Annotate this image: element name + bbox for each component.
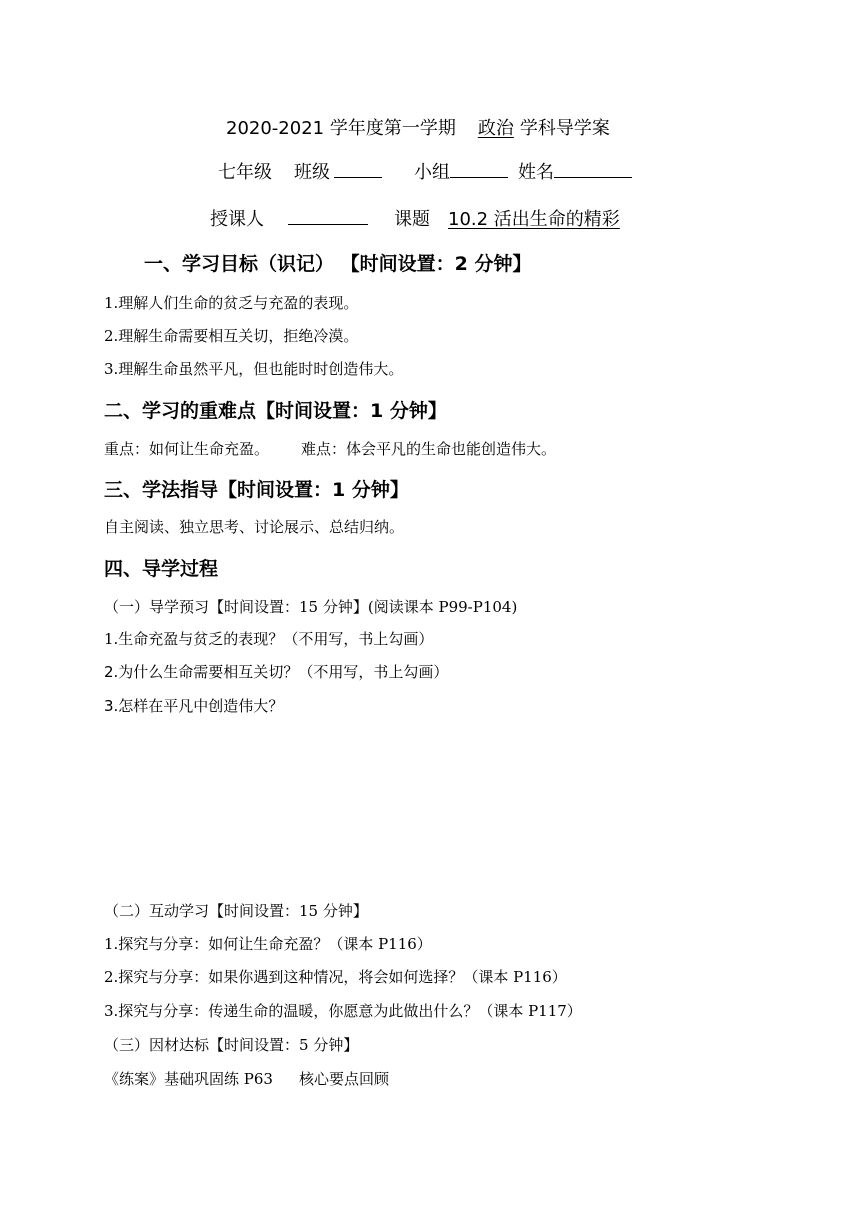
topic-title: 10.2 活出生命的精彩 xyxy=(448,209,620,230)
group-label: 小组 xyxy=(414,162,450,183)
group-blank[interactable] xyxy=(450,159,508,178)
method-heading: 三、学法指导【时间设置：1 分钟】 xyxy=(104,479,409,501)
preview-item: 1.生命充盈与贫乏的表现？（不用写，书上勾画） xyxy=(104,630,434,648)
class-blank[interactable] xyxy=(334,159,382,178)
teacher-label: 授课人 xyxy=(210,209,264,230)
preview-item: 2.为什么生命需要相互关切？（不用写，书上勾画） xyxy=(104,663,449,681)
interactive-item: 3.探究与分享：传递生命的温暖，你愿意为此做出什么？（课本 P117） xyxy=(104,1002,582,1020)
process-heading: 四、导学过程 xyxy=(104,558,219,580)
title-prefix: 2020-2021 学年度第一学期 xyxy=(226,118,456,139)
interactive-title: （二）互动学习【时间设置：15 分钟】 xyxy=(104,902,368,920)
practice-text: 《练案》基础巩固练 P63 xyxy=(104,1070,273,1088)
method-text: 自主阅读、独立思考、讨论展示、总结归纳。 xyxy=(104,518,405,536)
name-label: 姓名 xyxy=(518,162,554,183)
interactive-item: 2.探究与分享：如果你遇到这种情况，将会如何选择？（课本 P116） xyxy=(104,968,567,986)
difficulty-text: 难点：体会平凡的生命也能创造伟大。 xyxy=(301,440,557,458)
review-text: 核心要点回顾 xyxy=(298,1070,389,1088)
title-suffix: 学科导学案 xyxy=(519,118,610,139)
objective-item: 2.理解生命需要相互关切，拒绝冷漠。 xyxy=(104,327,359,345)
assessment-line xyxy=(104,1068,389,1089)
objectives-heading: 一、学习目标（识记） 【时间设置：2 分钟】 xyxy=(144,253,532,275)
interactive-item: 1.探究与分享：如何让生命充盈？（课本 P116） xyxy=(104,935,432,953)
objective-item: 3.理解生命虽然平凡，但也能时时创造伟大。 xyxy=(104,360,404,378)
worksheet-title xyxy=(226,114,610,140)
student-info-line xyxy=(218,158,636,184)
name-blank[interactable] xyxy=(554,159,632,178)
preview-item: 3.怎样在平凡中创造伟大？ xyxy=(104,697,284,715)
preview-title: （一）导学预习【时间设置：15 分钟】(阅读课本 P99-P104) xyxy=(104,598,518,616)
assessment-title: （三）因材达标【时间设置：5 分钟】 xyxy=(104,1036,359,1054)
class-label: 班级 xyxy=(294,162,330,183)
topic-label: 课题 xyxy=(394,209,430,230)
teacher-blank[interactable] xyxy=(288,206,368,225)
subject-name: 政治 xyxy=(477,118,514,139)
objective-item: 1.理解人们生命的贫乏与充盈的表现。 xyxy=(104,294,359,312)
lesson-info-line xyxy=(210,205,620,231)
key-points-line xyxy=(104,438,556,459)
focus-text: 重点：如何让生命充盈。 xyxy=(104,440,270,458)
grade-label: 七年级 xyxy=(218,162,272,183)
key-points-heading: 二、学习的重难点【时间设置：1 分钟】 xyxy=(104,400,447,422)
